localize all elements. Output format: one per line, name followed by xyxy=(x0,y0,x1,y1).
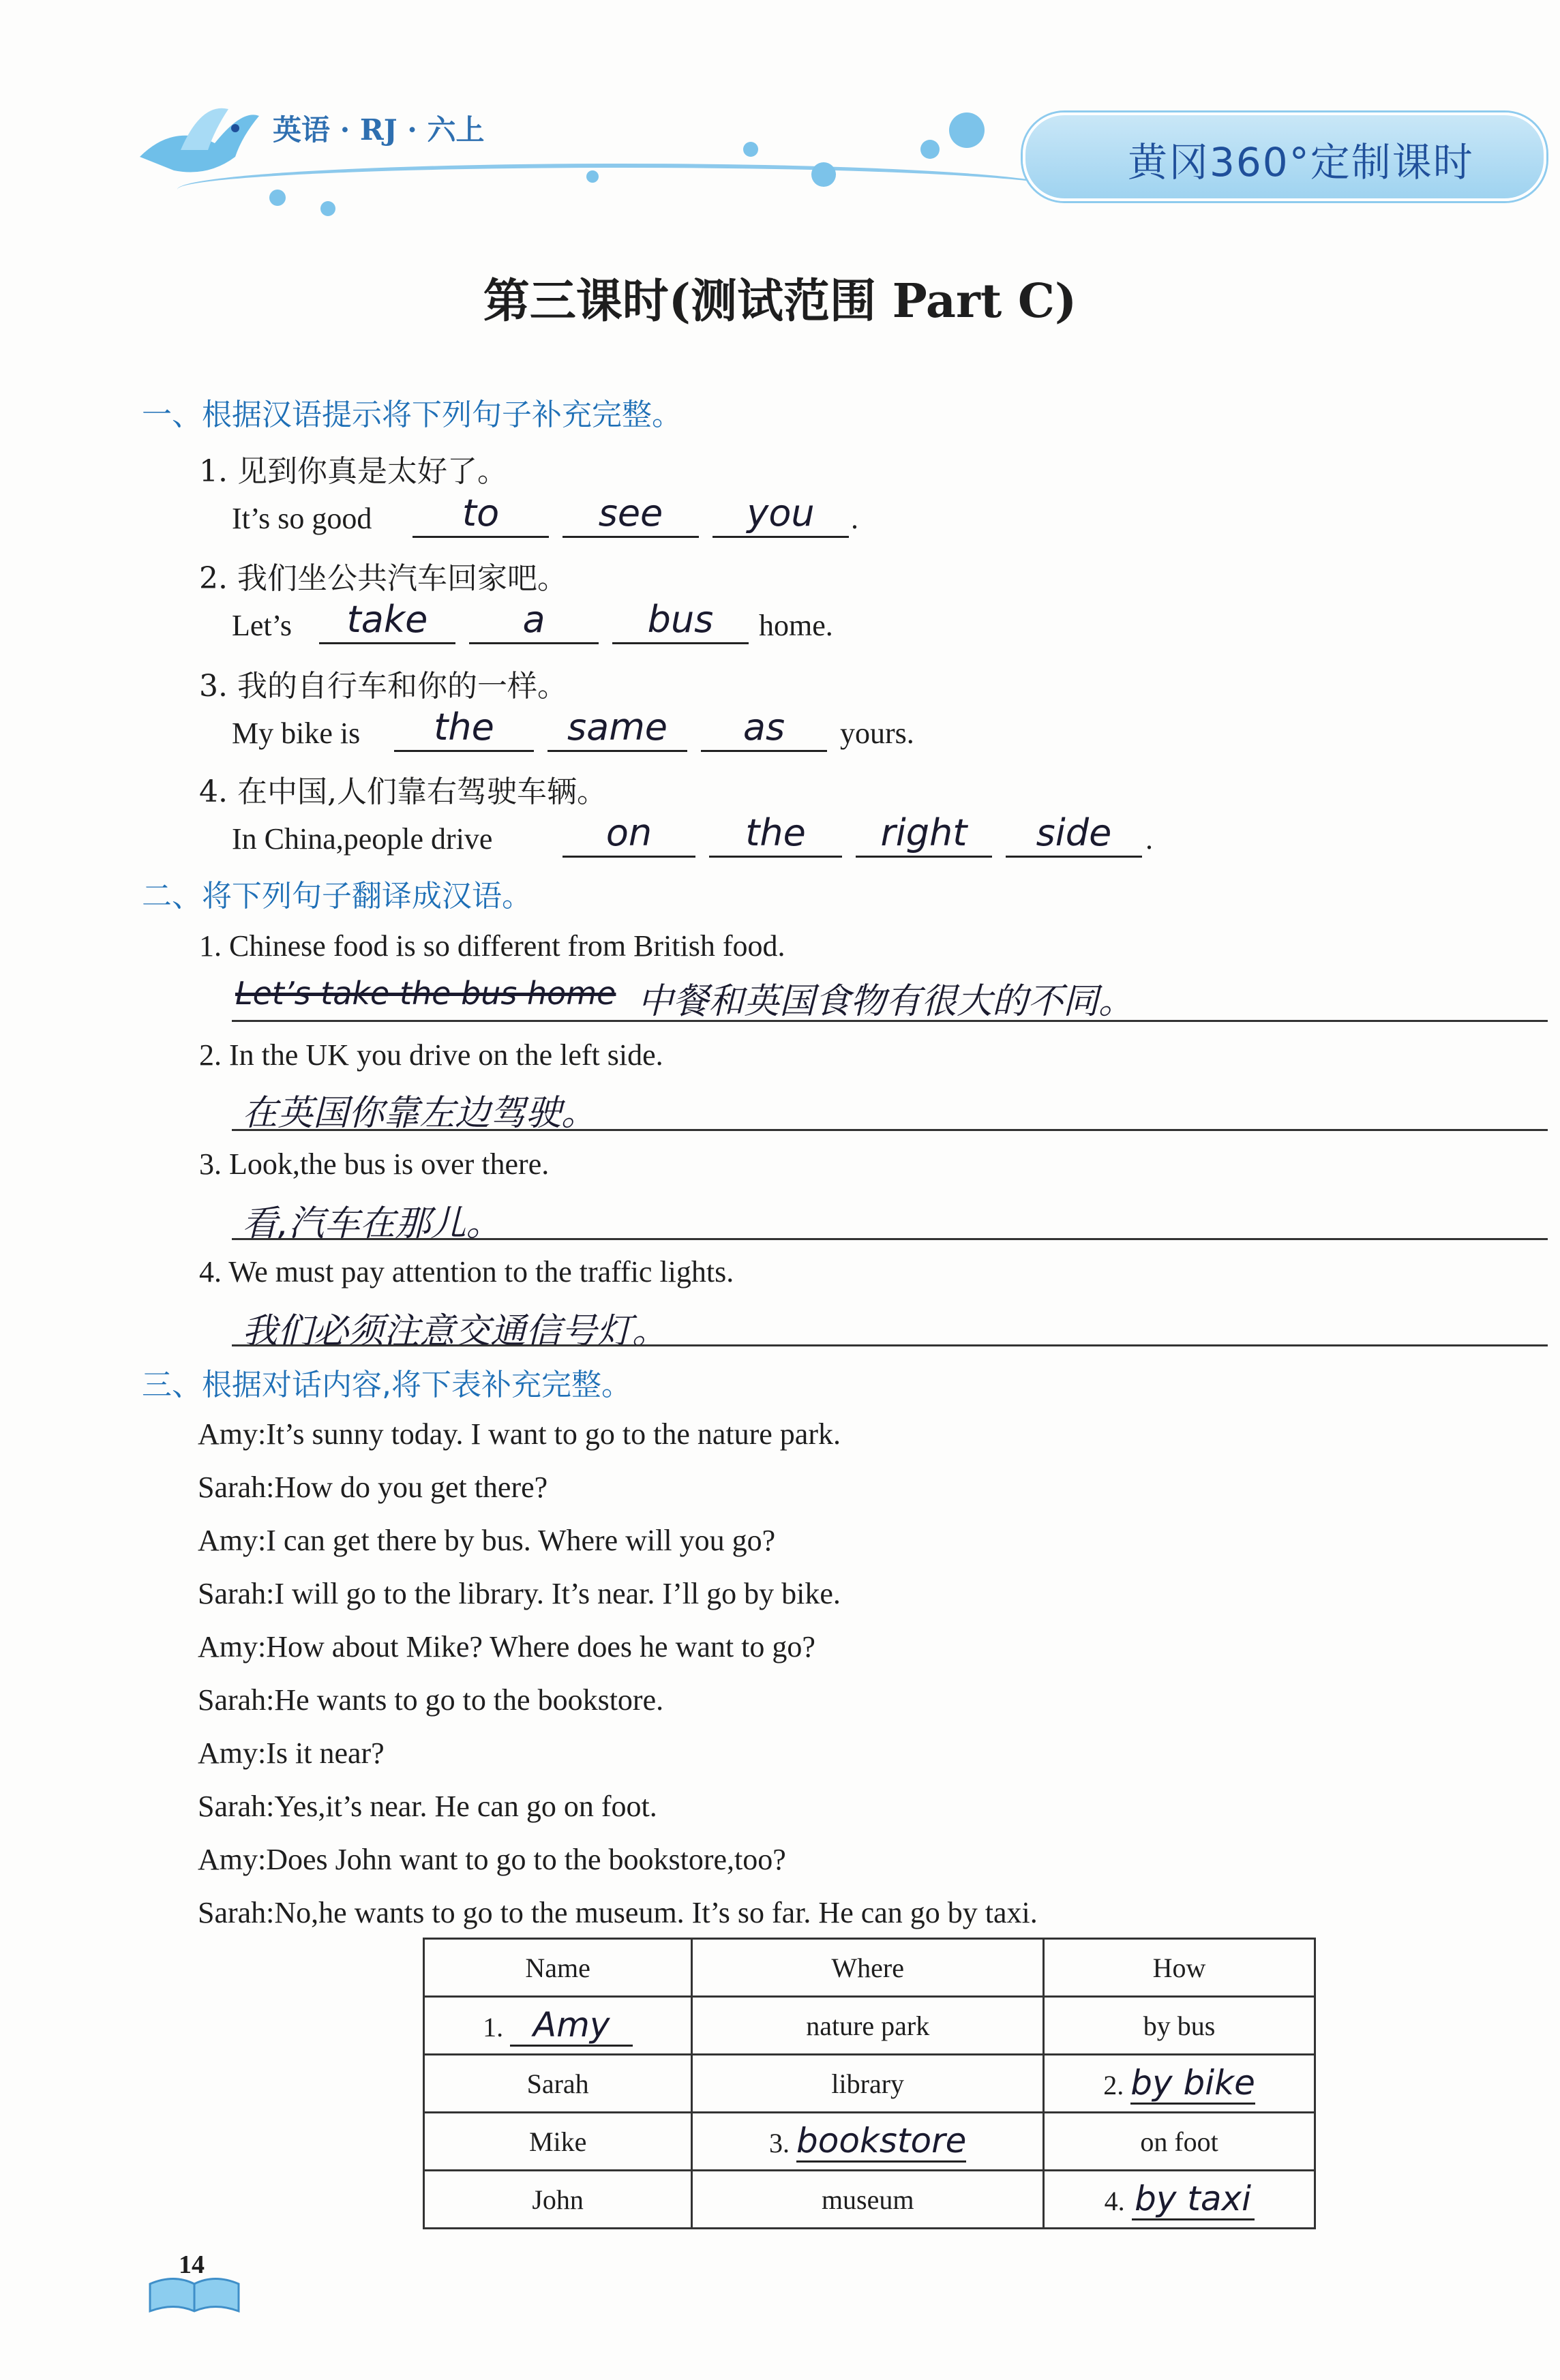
s2-q1-struck: Let’s take the bus home xyxy=(235,975,616,1012)
s2-q3-answer[interactable]: 看,汽车在那儿。 xyxy=(242,1203,502,1244)
s1-q2-suffix: home. xyxy=(759,609,833,642)
s2-q2-answer[interactable]: 在英国你靠左边驾驶。 xyxy=(242,1093,597,1134)
header-where: Where xyxy=(692,1939,1044,1997)
table-row xyxy=(424,1997,1315,2055)
section3-heading: 三、根据对话内容,将下表补充完整。 xyxy=(142,1368,631,1402)
header-left-label: 英语 · RJ · 六上 xyxy=(273,113,485,147)
s1-q1-suffix: . xyxy=(851,502,858,535)
cell-name: John xyxy=(424,2171,692,2229)
s2-q3-en: 3. Look,the bus is over there. xyxy=(199,1147,550,1181)
s1-q2-answer1: take xyxy=(346,598,428,641)
dialogue-line: Amy:Is it near? xyxy=(198,1736,385,1770)
s1-q2-answer3: bus xyxy=(647,598,714,641)
s1-q4-answer2: the xyxy=(745,811,806,854)
dialogue-line: Sarah:Yes,it’s near. He can go on foot. xyxy=(198,1790,657,1823)
s1-q3-blank1[interactable] xyxy=(394,706,534,752)
s1-q3-cn: 3. 我的自行车和你的一样。 xyxy=(199,669,567,704)
section1-heading: 一、根据汉语提示将下列句子补充完整。 xyxy=(142,397,682,432)
s1-q4-answer4: side xyxy=(1036,811,1112,854)
s1-q3-suffix: yours. xyxy=(840,717,914,750)
section2-heading: 二、将下列句子翻译成汉语。 xyxy=(142,879,532,914)
dialogue-line: Amy:How about Mike? Where does he want to go? xyxy=(198,1630,815,1663)
cell-how[interactable]: 2. by bike xyxy=(1044,2055,1315,2113)
s1-q2-cn: 2. 我们坐公共汽车回家吧。 xyxy=(199,561,567,596)
s1-q2-answer2: a xyxy=(522,598,545,641)
s1-q1-prefix: It’s so good xyxy=(232,502,372,535)
s2-q4-line xyxy=(232,1344,1548,1346)
cell-name: Sarah xyxy=(424,2055,692,2113)
dialogue-line: Sarah:I will go to the library. It’s near. I’ll go by bike. xyxy=(198,1577,841,1610)
s1-q3-blank2[interactable] xyxy=(548,706,687,752)
dialogue-line: Amy:It’s sunny today. I want to go to the nature park. xyxy=(198,1417,841,1451)
s2-q4-en: 4. We must pay attention to the traffic lights. xyxy=(199,1255,734,1289)
dialogue-line: Sarah:How do you get there? xyxy=(198,1471,548,1504)
s1-q2-blank3[interactable] xyxy=(612,598,749,644)
s1-q2-blank1[interactable] xyxy=(319,598,455,644)
s1-q3-answer3: as xyxy=(742,706,785,749)
dialogue-line: Sarah:No,he wants to go to the museum. It’s so far. He can go by taxi. xyxy=(198,1896,1038,1929)
s1-q4-suffix: . xyxy=(1145,822,1153,856)
s1-q1-answer3: you xyxy=(747,492,815,534)
table-header-row xyxy=(424,1939,1315,1997)
cell-where: library xyxy=(692,2055,1044,2113)
s2-q2-line xyxy=(232,1129,1548,1131)
s1-q3-answer2: same xyxy=(567,706,668,749)
s1-q3-answer1: the xyxy=(434,706,494,749)
dialogue-line: Amy:Does John want to go to the bookstore,too? xyxy=(198,1843,786,1876)
s2-q1-answer[interactable]: 中餐和英国食物有很大的不同。 xyxy=(638,981,1135,1022)
s1-q4-prefix: In China,people drive xyxy=(232,822,493,856)
table-row xyxy=(424,2113,1315,2171)
page-title: 第三课时(测试范围 Part C) xyxy=(483,274,1077,329)
table-row xyxy=(424,2171,1315,2229)
s1-q1-cn: 1. 见到你真是太好了。 xyxy=(199,454,507,489)
badge-text: 黄冈360°定制课时 xyxy=(1128,139,1474,185)
table-row xyxy=(424,2055,1315,2113)
s1-q4-answer3: right xyxy=(880,811,967,854)
s2-q3-line xyxy=(232,1238,1548,1240)
cell-where: museum xyxy=(692,2171,1044,2229)
cell-answer: Amy xyxy=(532,2004,610,2045)
cell-how[interactable]: 4. by taxi xyxy=(1044,2171,1315,2229)
s1-q1-answer1: to xyxy=(462,492,500,534)
book-icon xyxy=(147,2274,242,2315)
cell-answer: by taxi xyxy=(1135,2178,1252,2218)
s1-q1-blank2[interactable] xyxy=(562,492,699,538)
s1-q4-blank1[interactable] xyxy=(562,811,695,858)
s1-q3-prefix: My bike is xyxy=(232,717,361,750)
s2-q2-en: 2. In the UK you drive on the left side. xyxy=(199,1038,663,1072)
s1-q2-blank2[interactable] xyxy=(469,598,599,644)
dialogue-line: Amy:I can get there by bus. Where will you go? xyxy=(198,1524,776,1557)
cell-answer: bookstore xyxy=(796,2120,967,2160)
cell-where: nature park xyxy=(692,1997,1044,2055)
s1-q1-answer2: see xyxy=(598,492,663,534)
cell-how: on foot xyxy=(1044,2113,1315,2171)
s1-q4-answer1: on xyxy=(605,811,652,854)
s1-q1-blank1[interactable] xyxy=(412,492,549,538)
cell-how: by bus xyxy=(1044,1997,1315,2055)
dialogue-line: Sarah:He wants to go to the bookstore. xyxy=(198,1683,664,1717)
s1-q1-blank3[interactable] xyxy=(712,492,849,538)
s1-q4-cn: 4. 在中国,人们靠右驾驶车辆。 xyxy=(199,774,607,809)
cell-name: Mike xyxy=(424,2113,692,2171)
s2-q1-en: 1. Chinese food is so different from British food. xyxy=(199,929,785,963)
s2-q4-answer[interactable]: 我们必须注意交通信号灯。 xyxy=(242,1311,668,1352)
course-badge xyxy=(1023,112,1546,201)
header xyxy=(0,0,1560,225)
s1-q3-blank3[interactable] xyxy=(701,706,827,752)
s1-q2-prefix: Let’s xyxy=(232,609,292,642)
s1-q4-blank4[interactable] xyxy=(1006,811,1142,858)
header-name: Name xyxy=(424,1939,692,1997)
cell-answer: by bike xyxy=(1130,2062,1255,2103)
cell-name[interactable]: 1. Amy xyxy=(424,1997,692,2055)
s1-q4-blank3[interactable] xyxy=(856,811,992,858)
header-how: How xyxy=(1044,1939,1315,1997)
s1-q4-blank2[interactable] xyxy=(709,811,842,858)
bird-icon xyxy=(133,95,262,184)
transport-table xyxy=(423,1938,1316,2229)
page-number: 14 xyxy=(179,2250,205,2279)
s2-q1-line xyxy=(232,1020,1548,1022)
cell-where[interactable]: 3. bookstore xyxy=(692,2113,1044,2171)
